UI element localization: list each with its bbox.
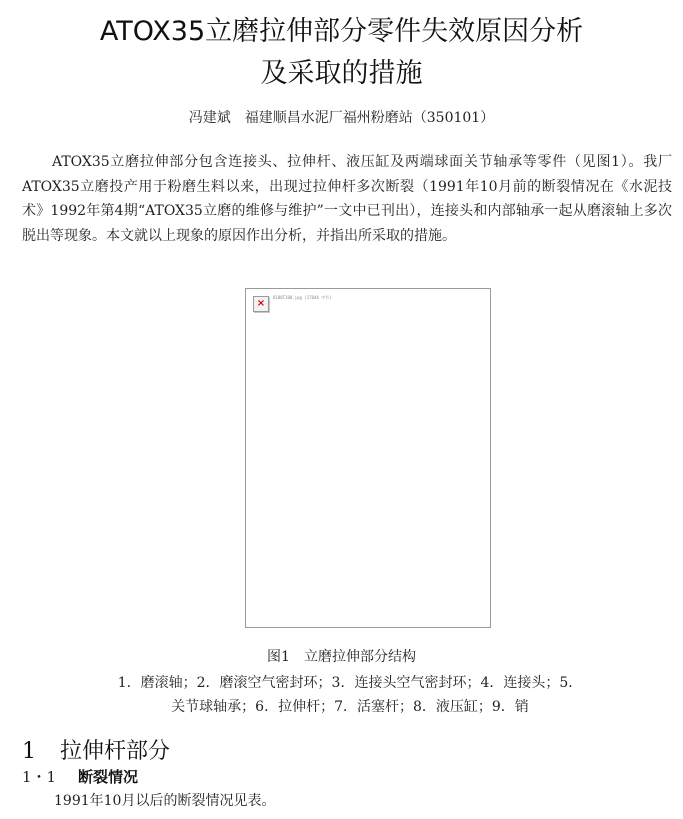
figure-caption: 图1 立磨拉伸部分结构	[267, 649, 416, 665]
section-1-number: 1	[22, 739, 36, 764]
intro-paragraph: ATOX35立磨拉伸部分包含连接头、拉伸杆、液压缸及两端球面关节轴承等零件（见图1）。我厂ATOX35立磨投产用于粉磨生料以来，出现过拉伸杆多次断裂（1991年10月前的断裂情况在《水泥技术》1992年第4期“ATOX35立磨的维修与维护”一文中已刊出），连接头和内部轴承一起从磨滚轴上多次脱出等现象。本文就以上现象的原因作出分析，并指出所采取的措施。	[22, 154, 672, 244]
broken-image-icon	[253, 296, 269, 312]
article-title-line2: 及采取的措施	[260, 58, 423, 89]
section-1-heading	[22, 737, 170, 767]
figure-legend: 1．磨滚轴；2．磨滚空气密封环；3．连接头空气密封环；4．连接头；5．关节球轴承；6．拉伸杆；7．活塞杆；8．液压缸；9．销	[117, 675, 583, 715]
section-1-1-text: 1991年10月以后的断裂情况见表。	[54, 793, 276, 809]
broken-image-glyph: ×	[256, 298, 266, 309]
section-1-1-number: 1・1	[22, 768, 57, 786]
section-1-title: 拉伸杆部分	[60, 739, 171, 764]
figure-1-image-frame	[245, 288, 491, 628]
article-title-line1: ATOX35立磨拉伸部分零件失效原因分析	[99, 16, 584, 47]
section-1-1-title: 断裂情况	[78, 768, 139, 786]
section-1-1-heading	[22, 766, 138, 788]
broken-image-filename: 0100T100.jpg (17844 字节)	[273, 295, 332, 300]
author-affiliation: 冯建斌 福建顺昌水泥厂福州粉磨站（350101）	[188, 110, 495, 126]
